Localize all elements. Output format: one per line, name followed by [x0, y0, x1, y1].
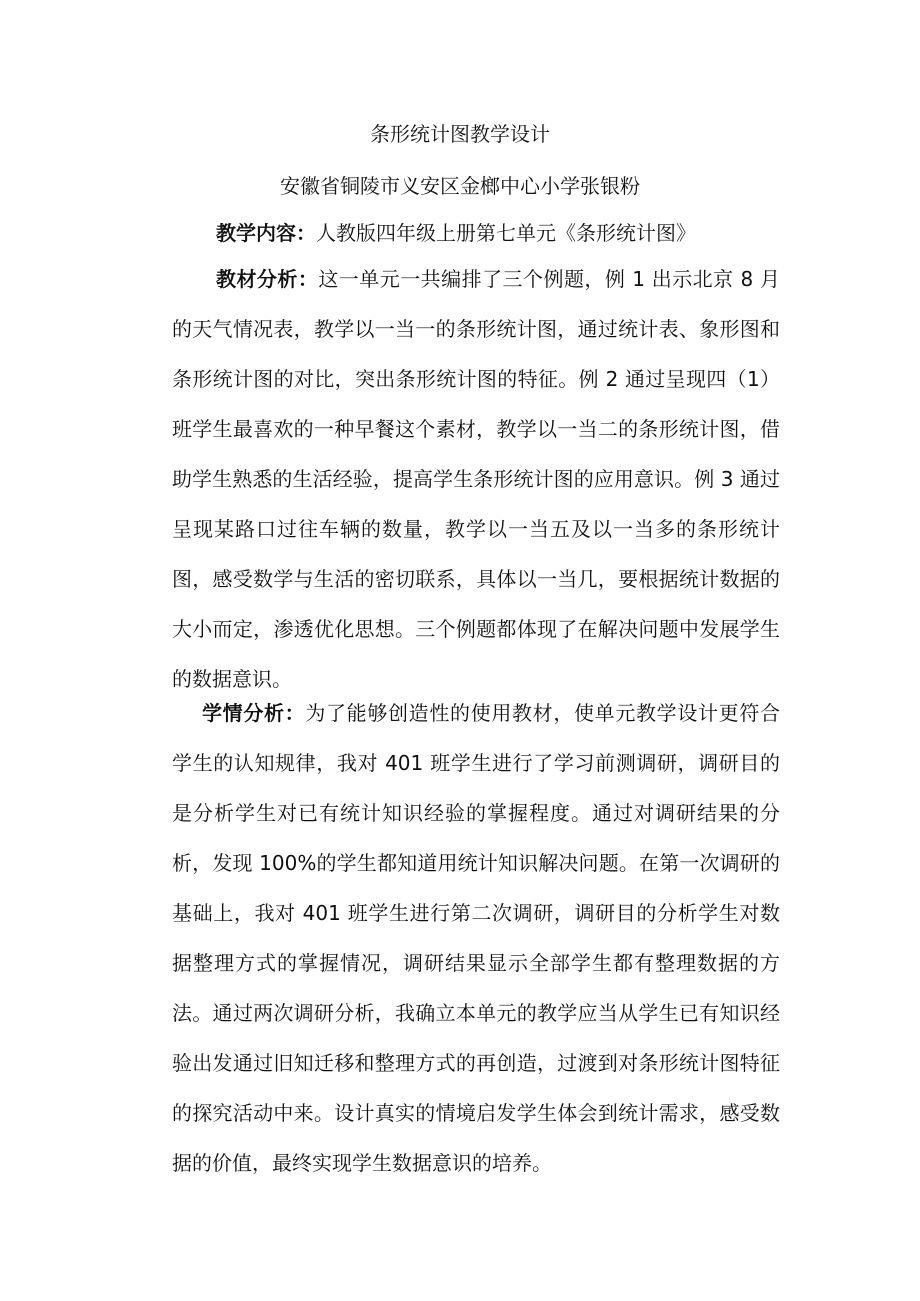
document-title: 条形统计图教学设计 — [370, 122, 550, 146]
section-material-analysis — [172, 254, 780, 704]
section-label: 学情分析： — [202, 701, 306, 725]
section-learner-analysis — [172, 688, 780, 1188]
section-text: 人教版四年级上册第七单元《条形统计图》 — [316, 221, 696, 245]
section-text: 为了能够创造性的使用教材，使单元教学设计更符合学生的认知规律，我对 401 班学生进行了学习前测调研，调研目的是分析学生对已有统计知识经验的掌握程度。通过对调研结果的分析，发现 100%的学生都知道用统计知识解决问题。在第一次调研的基础上，我对 401 班学生进行第二次调研，调研目的分析学生对数据整理方式的掌握情况，调研结果显示全部学生都有整理数据的方法。通过两次调研分析，我确立本单元的教学应当从学生已有知识经验出发通过旧知迁移和整理方式的再创造，过渡到对条形统计图特征的探究活动中来。设计真实的情境启发学生体会到统计需求，感受数据的价值，最终实现学生数据意识的培养。 — [172, 701, 781, 1175]
document-author: 安徽省铜陵市义安区金榔中心小学张银粉 — [280, 174, 640, 198]
section-teaching-content — [172, 208, 780, 258]
section-label: 教材分析： — [216, 267, 319, 291]
section-text: 这一单元一共编排了三个例题，例 1 出示北京 8 月的天气情况表，教学以一当一的条形统计图，通过统计表、象形图和条形统计图的对比，突出条形统计图的特征。例 2 通过呈现四（1）班学生最喜欢的一种早餐这个素材，教学以一当二的条形统计图，借助学生熟悉的生活经验，提高学生条形统计图的应用意识。例 3 通过呈现某路口过往车辆的数量，教学以一当五及以一当多的条形统计图，感受数学与生活的密切联系，具体以一当几，要根据统计数据的大小而定，渗透优化思想。三个例题都体现了在解决问题中发展学生的数据意识。 — [172, 267, 780, 691]
section-label: 教学内容： — [216, 221, 316, 245]
